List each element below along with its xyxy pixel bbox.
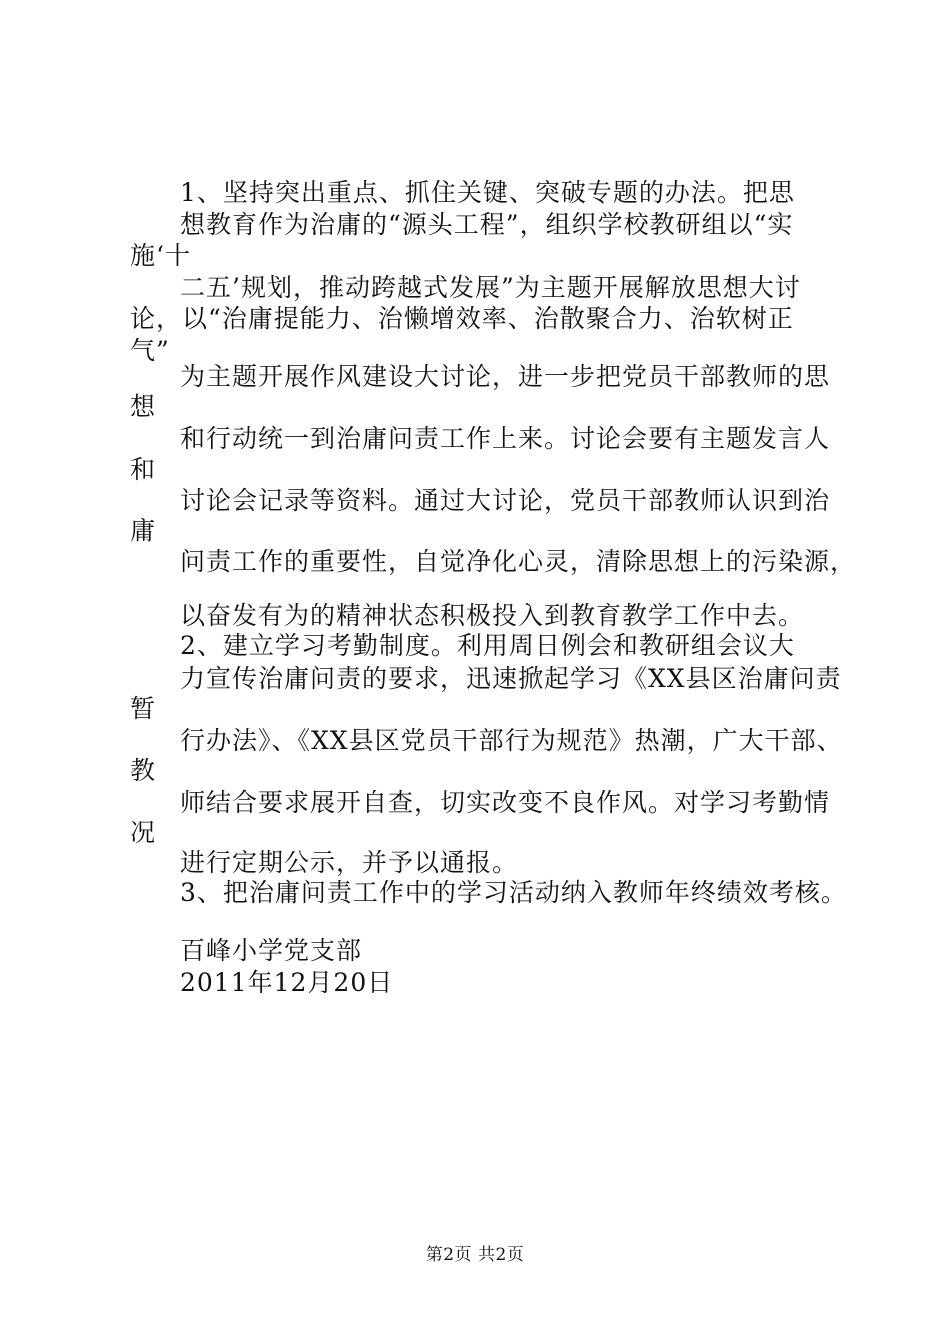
body-line: 师结合要求展开自查，切实改变不良作风。对学习考勤情 (180, 788, 831, 817)
body-line: 问责工作的重要性，自觉净化心灵，清除思想上的污染源， (180, 547, 857, 576)
body-line-wrap: 论，以“治庸提能力、治懒增效率、治散聚合力、治软树正 (130, 304, 794, 333)
body-line: 行办法》、《XX县区党员干部行为规范》热潮，广大干部、 (180, 726, 843, 755)
body-line: 讨论会记录等资料。通过大讨论，党员干部教师认识到治 (180, 486, 831, 515)
body-line-wrap: 况 (130, 818, 157, 847)
body-line: 力宣传治庸问责的要求，迅速掀起学习《XX县区治庸问责 (180, 664, 842, 693)
body-line-wrap: 教 (130, 756, 157, 785)
signature-organization: 百峰小学党支部 (180, 936, 363, 965)
body-line: 1、坚持突出重点、抓住关键、突破专题的办法。把思 (180, 178, 795, 207)
body-line: 进行定期公示，并予以通报。 (180, 848, 519, 877)
body-line: 想教育作为治庸的“源头工程”，组织学校教研组以“实 (180, 210, 794, 239)
page-number-footer: 第2页 共2页 (425, 1245, 525, 1265)
body-line: 二五’规划，推动跨越式发展”为主题开展解放思想大讨 (180, 273, 801, 302)
body-line-wrap: 庸 (130, 516, 157, 545)
body-line-wrap: 施‘十 (130, 241, 191, 270)
body-line-wrap: 暂 (130, 694, 157, 723)
signature-date: 2011年12月20日 (180, 968, 394, 997)
body-line: 和行动统一到治庸问责工作上来。讨论会要有主题发言人 (180, 424, 831, 453)
body-line: 以奋发有为的精神状态积极投入到教育教学工作中去。 (180, 601, 805, 630)
body-line: 2、建立学习考勤制度。利用周日例会和教研组会议大 (180, 631, 795, 660)
body-line-wrap: 和 (130, 455, 157, 484)
body-line-wrap: 气” (130, 336, 170, 365)
body-line-wrap: 想 (130, 392, 157, 421)
body-line: 3、把治庸问责工作中的学习活动纳入教师年终绩效考核。 (180, 878, 847, 907)
body-line: 为主题开展作风建设大讨论，进一步把党员干部教师的思 (180, 362, 831, 391)
